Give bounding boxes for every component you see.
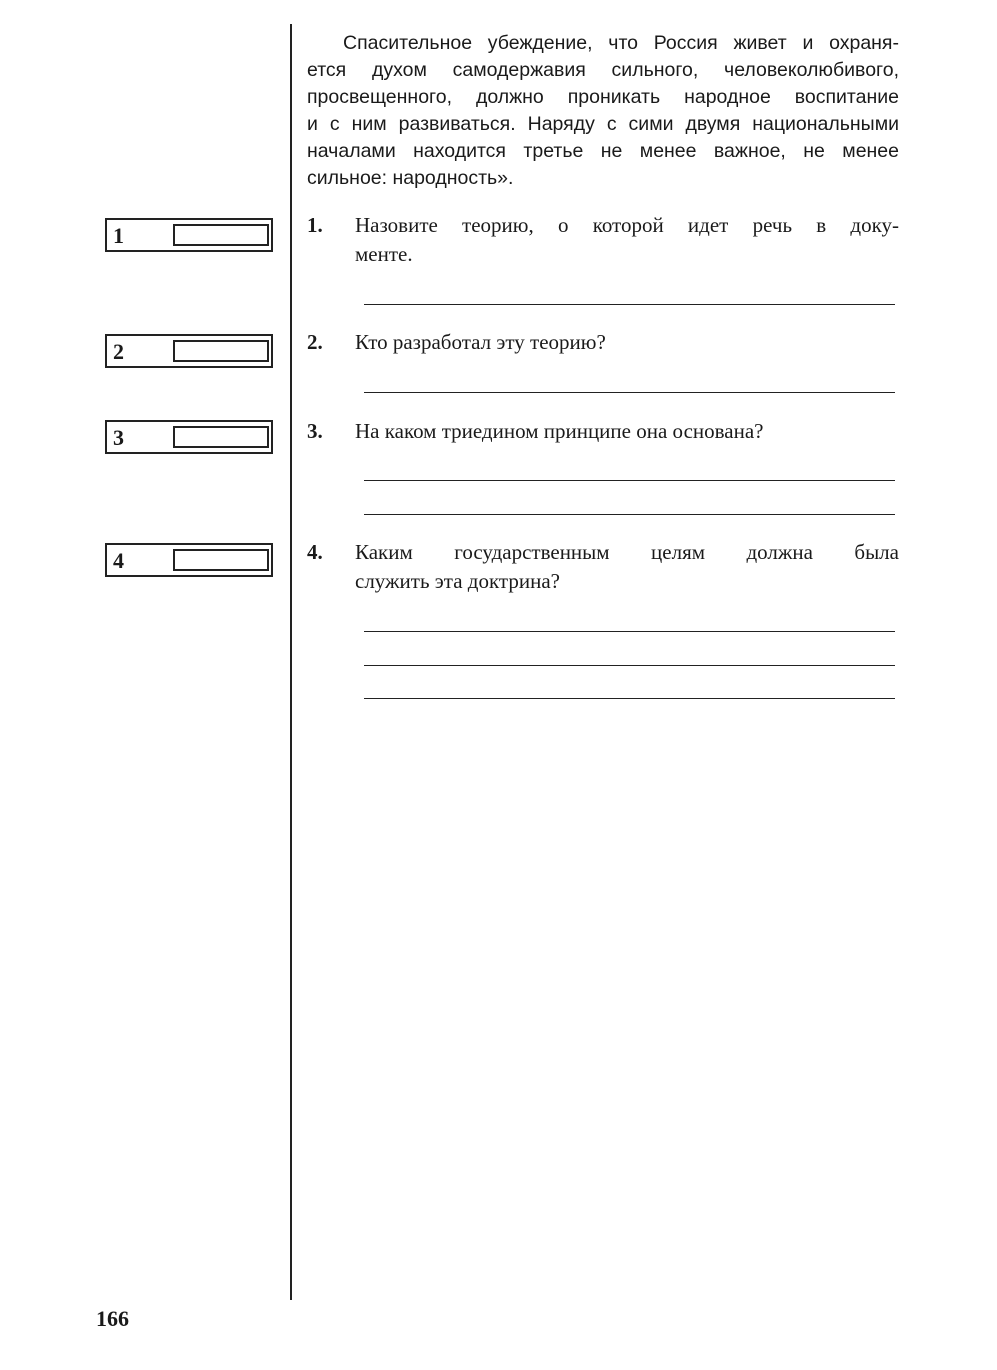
answer-box-number: 1 [113, 223, 124, 248]
answer-box-3 [105, 420, 273, 454]
answer-line[interactable] [364, 665, 895, 666]
excerpt-line: просвещенного, должно проникать народное воспитание [307, 86, 899, 108]
answer-field[interactable] [173, 549, 269, 571]
question-text [355, 211, 899, 269]
question-line: Кто разработал эту теорию? [355, 330, 606, 354]
question-text [355, 417, 899, 446]
answer-line[interactable] [364, 392, 895, 393]
answer-field[interactable] [173, 224, 269, 246]
question-line: Каким государственным целям должна была [355, 540, 899, 564]
excerpt-line: сильное: народность». [307, 167, 514, 189]
answer-field[interactable] [173, 426, 269, 448]
excerpt-line: ется духом самодержавия сильного, человеколюбивого, [307, 59, 899, 81]
answer-line[interactable] [364, 304, 895, 305]
answer-line[interactable] [364, 480, 895, 481]
answer-line[interactable] [364, 698, 895, 699]
question-number: 3. [307, 419, 323, 443]
question-number: 1. [307, 213, 323, 237]
excerpt-line: и с ним развиваться. Наряду с сими двумя национальными [307, 113, 899, 135]
answer-line[interactable] [364, 631, 895, 632]
answer-field[interactable] [173, 340, 269, 362]
question-line: служить эта доктрина? [355, 569, 560, 593]
answer-line[interactable] [364, 514, 895, 515]
question-line: Назовите теорию, о которой идет речь в доку- [355, 213, 899, 237]
question-line: менте. [355, 242, 413, 266]
question-line: На каком триедином принципе она основана? [355, 419, 764, 443]
answer-box-4 [105, 543, 273, 577]
question-1 [307, 211, 899, 269]
answer-box-2 [105, 334, 273, 368]
page-number: 166 [96, 1306, 129, 1331]
excerpt-line: началами находится третье не менее важное, не менее [307, 140, 899, 162]
question-text [355, 328, 899, 357]
question-number: 4. [307, 540, 323, 564]
answer-box-number: 3 [113, 425, 124, 450]
question-2 [307, 328, 899, 357]
answer-box-number: 2 [113, 339, 124, 364]
question-3 [307, 417, 899, 446]
excerpt-line: Спасительное убеждение, что Россия живет и охраня- [343, 32, 899, 54]
answer-box-1 [105, 218, 273, 252]
question-text [355, 538, 899, 596]
source-excerpt [307, 30, 899, 192]
margin-divider [290, 24, 292, 1300]
question-number: 2. [307, 330, 323, 354]
question-4 [307, 538, 899, 596]
answer-box-number: 4 [113, 548, 124, 573]
